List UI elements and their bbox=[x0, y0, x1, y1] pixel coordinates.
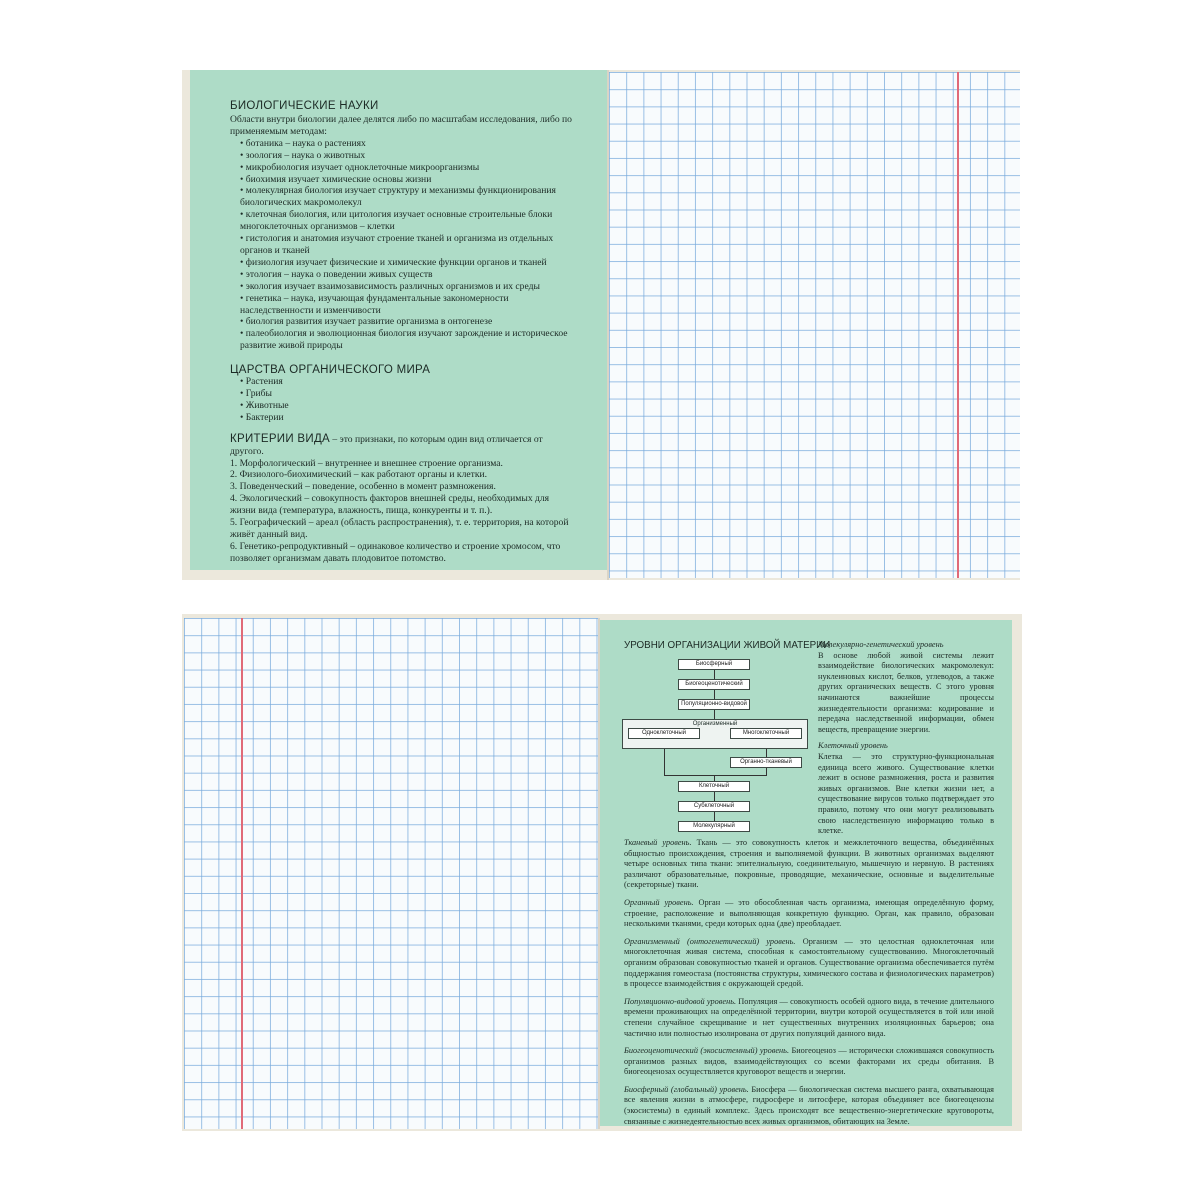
diagram-box-biosphere: Биосферный bbox=[678, 659, 750, 670]
cellular-level-text: Клетка — это структурно-функциональная единица всего живого. Существование клетки лежит в основе размножения, роста и развития живых организмов. Вне клетки жизни нет, а существование вирусов только подтверждает это правило, потому что они могут реализовывать свою наследственную информацию только в клетке. bbox=[818, 751, 994, 836]
criteria-item: 5. Географический – ареал (область распространения), т. е. территория, на которой живёт данный вид. bbox=[230, 517, 569, 540]
criteria-item: 3. Поведенческий – поведение, особенно в момент размножения. bbox=[230, 481, 496, 493]
criteria-item: 4. Экологический – совокупность факторов внешней среды, необходимых для жизни вида (температура, влажность, пища, конкуренты и т. п.). bbox=[230, 493, 550, 517]
bio-item: • палеобиология и эволюционная биология изучают зарождение и историческое развитие живой природы bbox=[230, 328, 576, 352]
molecular-level-text: В основе любой живой системы лежит взаимодействие биологических макромолекул: нуклеиновых кислот, белков, углеводов, а также других органических веществ. С этого уровня начинаются важнейшие процессы жизнедеятельности организма: кодирование и передача наследственной информации, обмен веществ, превращение энергии. bbox=[818, 650, 994, 734]
organ-level-paragraph bbox=[624, 898, 994, 930]
margin-line bbox=[957, 72, 959, 578]
right-column bbox=[818, 640, 994, 837]
diagram-box-multicellular: Многоклеточный bbox=[730, 728, 802, 739]
diagram-arrow bbox=[714, 710, 715, 719]
bio-item: • гистология и анатомия изучают строение тканей и организма из отдельных органов и тканей bbox=[230, 233, 576, 257]
organ-level-text: Орган — это обособленная часть организма, имеющая определённую форму, строение, расположение и выполняющая конкретную функцию. Орган, как правило, образован несколькими тканями, среди которых одна (две) преобладает. bbox=[624, 897, 994, 929]
bio-item: • зоология – наука о животных bbox=[230, 150, 576, 162]
bio-item: • биохимия изучает химические основы жизни bbox=[230, 174, 576, 186]
bio-intro: Области внутри биологии далее делятся либо по масштабам исследования, либо по применяемым методам: bbox=[230, 114, 572, 137]
organism-level-paragraph bbox=[624, 937, 994, 990]
molecular-level-heading: Молекулярно-генетический уровень bbox=[818, 640, 944, 649]
population-level-text: Популяция — совокупность особей одного вида, в течение длительного времени проживающих на определённой территории, внутри которой осуществляется в той или иной степени случайное скрещивание и нет существенных внутренних изоляционных барьеров; она частично или полностью изолирована от других популяций данного вида. bbox=[624, 996, 995, 1038]
organism-level-text: Организм — это целостная одноклеточная или многоклеточная живая система, способная к самостоятельному существованию. Многоклеточный организм образован совокупностью тканей и органов. Существование организма обеспечивается путём поддержания гомеостаза (постоянства структуры, химического состава и физиологических параметров) в процессе взаимодействия с окружающей средой. bbox=[624, 936, 994, 989]
biosphere-level-text: Биосфера — биологическая система высшего ранга, охватывающая все явления жизни в атмосфере, гидросфере и литосфере, которая объединяет все биогеоценозы (экосистемы) в единый комплекс. Здесь происходят все вещественно-энергетические круговороты, связанные с жизнедеятельностью всех живых организмов, обитающих на Земле. bbox=[624, 1084, 994, 1126]
diagram-arrow bbox=[714, 690, 715, 699]
population-level-paragraph bbox=[624, 997, 994, 1039]
levels-title: УРОВНИ ОРГАНИЗАЦИИ ЖИВОЙ МАТЕРИИ bbox=[624, 640, 831, 651]
tissue-level-heading: Тканевый уровень. bbox=[624, 838, 692, 847]
diagram-box-organ-tissue: Органно-тканевый bbox=[730, 757, 802, 768]
biosphere-level-paragraph bbox=[624, 1085, 994, 1127]
bottom-left-grid-page bbox=[184, 618, 598, 1129]
tissue-level-paragraph bbox=[624, 838, 994, 891]
bio-item: • клеточная биология, или цитология изучает основные строительные блоки многоклеточных организмов – клетки bbox=[230, 209, 576, 233]
bottom-right-green-page bbox=[600, 620, 1012, 1126]
organism-level-heading: Организменный (онтогенетический) уровень. bbox=[624, 936, 796, 946]
diagram-arrow bbox=[766, 768, 767, 775]
bio-item: • экология изучает взаимозависимость различных организмов и их среды bbox=[230, 281, 576, 293]
diagram-arrow bbox=[714, 792, 715, 801]
bio-item: • молекулярная биология изучает структуру и механизмы функционирования биологических макромолекул bbox=[230, 185, 576, 209]
kingdom-item: • Бактерии bbox=[230, 412, 576, 424]
biosphere-level-heading: Биосферный (глобальный) уровень. bbox=[624, 1084, 749, 1094]
criteria-intro: – это признаки, по которым один вид отличается от другого. bbox=[230, 433, 543, 457]
bio-sciences-title: БИОЛОГИЧЕСКИЕ НАУКИ bbox=[230, 100, 379, 112]
diagram-arrow bbox=[714, 812, 715, 821]
kingdom-item: • Растения bbox=[230, 376, 576, 388]
biogeocenotic-level-paragraph bbox=[624, 1046, 994, 1078]
top-left-green-page bbox=[190, 70, 608, 570]
diagram-arrow bbox=[766, 749, 767, 757]
bio-item: • генетика – наука, изучающая фундаментальные закономерности наследственности и изменчивости bbox=[230, 293, 576, 317]
criteria-item: 6. Генетико-репродуктивный – одинаковое количество и строение хромосом, что позволяет организмам давать плодовитое потомство. bbox=[230, 540, 561, 564]
tissue-level-text: Ткань — это совокупность клеток и межклеточного вещества, объединённых общностью происхождения, строения и выполняемой функции. В животных организмах выделяют четыре основных типа ткани: эпителиальную, соединительную, мышечную и нервную. В растениях различают образовательные, покровные, проводящие, механические, основные и выделительные (секреторные) ткани. bbox=[624, 838, 995, 890]
diagram-box-population: Популяционно-видовой bbox=[678, 699, 750, 710]
biogeocenotic-level-heading: Биогеоценотический (экосистемный) уровень. bbox=[624, 1046, 790, 1056]
diagram-box-unicellular: Одноклеточный bbox=[628, 728, 700, 739]
population-level-heading: Популяционно-видовой уровень. bbox=[624, 996, 737, 1006]
top-right-grid-page bbox=[609, 72, 1020, 578]
criteria-item: 2. Физиолого-биохимический – как работают органы и клетки. bbox=[230, 469, 488, 481]
diagram-box-cellular: Клеточный bbox=[678, 781, 750, 792]
criteria-paragraph bbox=[230, 434, 576, 458]
bio-item: • микробиология изучает одноклеточные микроорганизмы bbox=[230, 162, 576, 174]
criteria-title: КРИТЕРИИ ВИДА bbox=[230, 432, 331, 445]
cellular-level-heading: Клеточный уровень bbox=[818, 741, 888, 751]
diagram-arrow bbox=[714, 670, 715, 679]
kingdoms-title: ЦАРСТВА ОРГАНИЧЕСКОГО МИРА bbox=[230, 364, 431, 377]
levels-body bbox=[624, 838, 994, 1127]
diagram-box-biogeocenotic: Биогеоценотический bbox=[678, 679, 750, 690]
bio-item: • этология – наука о поведении живых существ bbox=[230, 269, 576, 281]
diagram-arrow bbox=[664, 749, 665, 776]
biogeocenotic-level-text: Биогеоценоз — исторически сложившаяся совокупность организмов разных видов, взаимодействующих со всеми факторами их среды обитания. В биогеоценозах осуществляется круговорот веществ и энергии. bbox=[624, 1046, 995, 1077]
diagram-connector bbox=[664, 775, 767, 776]
bio-item: • физиология изучает физические и химические функции органов и тканей bbox=[230, 257, 576, 269]
bio-item: • ботаника – наука о растениях bbox=[230, 138, 576, 150]
diagram-box-molecular: Молекулярный bbox=[678, 821, 750, 832]
diagram-label-organismal: Организменный bbox=[692, 721, 738, 727]
kingdom-item: • Животные bbox=[230, 400, 576, 412]
margin-line bbox=[241, 618, 243, 1129]
organ-level-heading: Органный уровень. bbox=[624, 897, 694, 907]
levels-diagram bbox=[620, 657, 812, 835]
kingdom-item: • Грибы bbox=[230, 388, 576, 400]
diagram-box-subcellular: Субклеточный bbox=[678, 801, 750, 812]
criteria-item: 1. Морфологический – внутреннее и внешнее строение организма. bbox=[230, 457, 503, 469]
bio-item: • биология развития изучает развитие организма в онтогенезе bbox=[230, 316, 576, 328]
